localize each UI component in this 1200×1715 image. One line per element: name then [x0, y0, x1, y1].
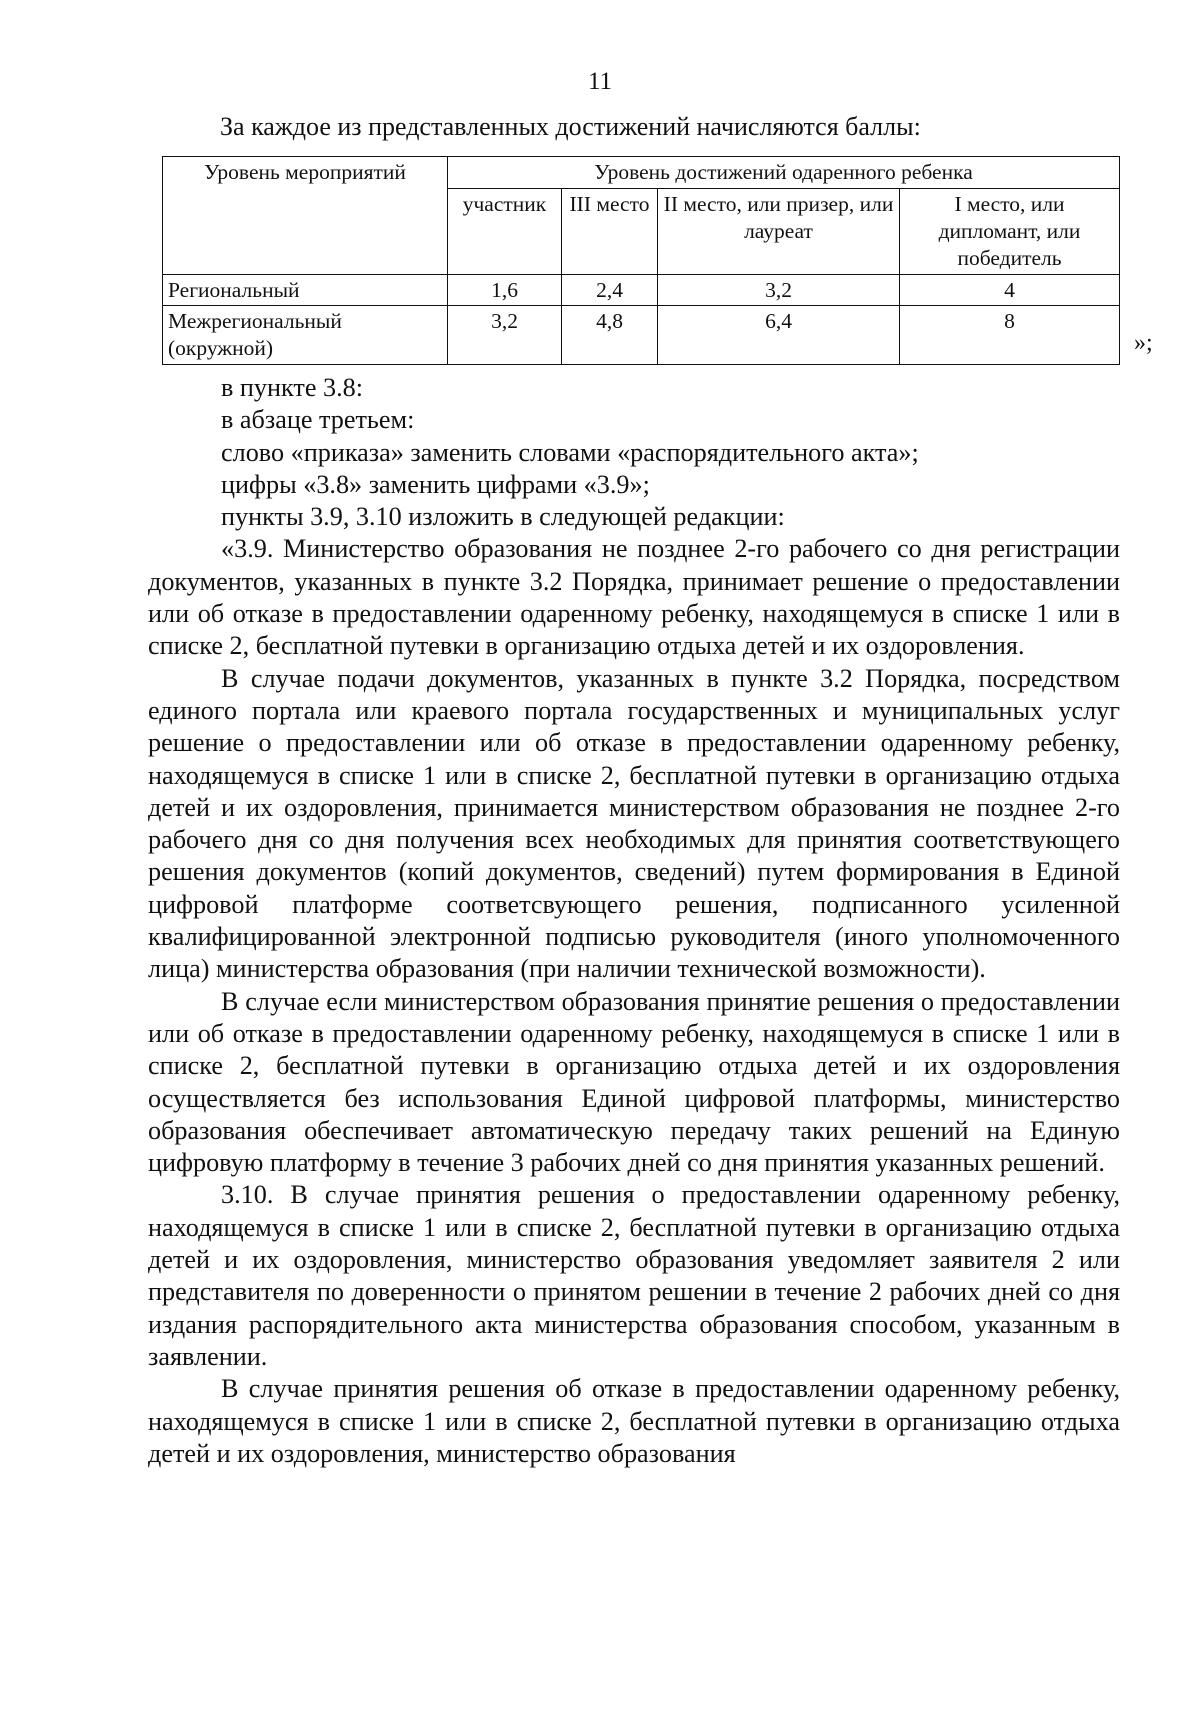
paragraph: «3.9. Министерство образования не позднее 2-го рабочего со дня регистрации документов, указанных в пункте 3.2 Порядка, принимает решение о предоставлении или об отказе в предоставлении одаренному ребенку, находящемуся в списке 1 или в списке 2, бесплатной путевки в организацию отдыха детей и их оздоровления.	[148, 534, 1120, 661]
paragraph: пункты 3.9, 3.10 изложить в следующей редакции:	[221, 502, 785, 532]
score-cell: 3,2	[448, 306, 562, 365]
amendment-text	[148, 372, 1120, 1470]
score-cell: 4	[900, 274, 1120, 306]
row-level: Межрегиональный (окружной)	[163, 306, 448, 365]
column-header: II место, или призер, или лауреат	[658, 188, 900, 274]
paragraph: слово «приказа» заменить словами «распорядительного акта»;	[221, 437, 919, 467]
score-cell: 6,4	[658, 306, 900, 365]
paragraph: в пункте 3.8:	[221, 373, 364, 402]
paragraph: В случае если министерством образования принятие решения о предоставлении или об отказе в предоставлении одаренному ребенку, находящемуся в списке 1 или в списке 2, бесплатной путевки в организацию отдыха детей и их оздоровления осуществляется без использования Единой цифровой платформы, министерство образования обеспечивает автоматическую передачу таких решений на Единую цифровую платформу в течение 3 рабочих дней со дня принятия указанных решений.	[148, 986, 1120, 1178]
paragraph: В случае подачи документов, указанных в пункте 3.2 Порядка, посредством единого портала или краевого портала государственных и муниципальных услуг решение о предоставлении или об отказе в предоставлении одаренному ребенку, находящемуся в списке 1 или в списке 2, бесплатной путевки в организацию отдыха детей и их оздоровления, принимается министерством образования не позднее 2-го рабочего дня со дня получения всех необходимых для принятия соответствующего решения документов (копий документов, сведений) путем формирования в Единой цифровой платформе соответсвующего решения, подписанного усиленной квалифицированной электронной подписью руководителя (иного уполномоченного лица) министерства образования (при наличии технической возможности).	[148, 663, 1120, 984]
paragraph: цифры «3.8» заменить цифрами «3.9»;	[221, 469, 650, 499]
scores-table	[162, 156, 1120, 365]
page-number: 11	[587, 68, 613, 95]
column-header: I место, или дипломант, или победитель	[900, 188, 1120, 274]
table-closing-quote: »;	[1134, 330, 1153, 356]
table-row	[163, 274, 1120, 306]
score-cell: 4,8	[562, 306, 658, 365]
score-cell: 2,4	[562, 274, 658, 306]
table-intro: За каждое из представленных достижений начисляются баллы:	[220, 112, 921, 141]
score-cell: 1,6	[448, 274, 562, 306]
score-cell: 8	[900, 306, 1120, 365]
paragraph: В случае принятия решения об отказе в предоставлении одаренному ребенку, находящемуся в списке 1 или в списке 2, бесплатной путевки в организацию отдыха детей и их оздоровления, министерство образования	[148, 1374, 1120, 1468]
paragraph: 3.10. В случае принятия решения о предоставлении одаренному ребенку, находящемуся в списке 1 или в списке 2, бесплатной путевки в организацию отдыха детей и их оздоровления, министерство образования уведомляет заявителя 2 или представителя по доверенности о принятом решении в течение 2 рабочих дней со дня издания распорядительного акта министерства образования способом, указанным в заявлении.	[148, 1180, 1120, 1371]
paragraph: в абзаце третьем:	[221, 405, 415, 435]
score-cell: 3,2	[658, 274, 900, 306]
table-row	[163, 306, 1120, 365]
column-header: участник	[448, 188, 562, 274]
header-achievement-level: Уровень достижений одаренного ребенка	[448, 157, 1120, 189]
table-header-row	[163, 157, 1120, 189]
column-header: III место	[562, 188, 658, 274]
row-level: Региональный	[163, 274, 448, 306]
header-event-level: Уровень мероприятий	[163, 157, 448, 275]
